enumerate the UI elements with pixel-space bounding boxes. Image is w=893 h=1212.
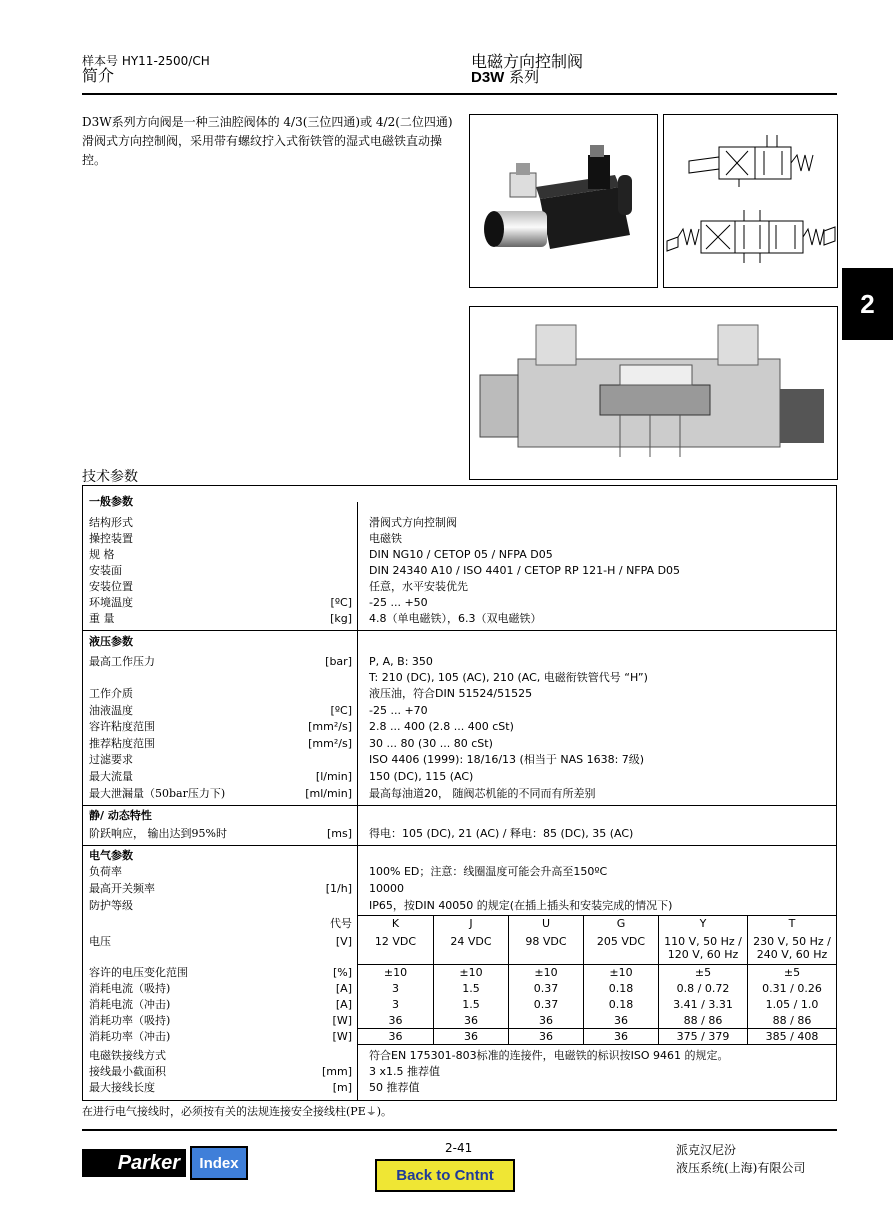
row-value: DIN NG10 / CETOP 05 / NFPA D05 <box>369 548 553 561</box>
table-row <box>83 1048 836 1063</box>
row-value: P, A, B: 350 <box>369 655 433 668</box>
row-unit: [W] <box>332 1030 352 1043</box>
voltage-unit: [V] <box>335 935 352 948</box>
table-row <box>83 769 836 784</box>
matrix-cell: 1.5 <box>462 998 480 1011</box>
voltage-cell <box>659 935 747 961</box>
voltage-cell: 24 VDC <box>450 935 492 948</box>
matrix-cell: 385 / 408 <box>765 1030 819 1043</box>
row-value: 4.8（单电磁铁），6.3（双电磁铁） <box>369 612 542 625</box>
row-unit: [A] <box>335 998 352 1011</box>
matrix-cell: 0.37 <box>533 982 559 995</box>
row-unit: [kg] <box>330 612 352 625</box>
row-unit: [ml/min] <box>305 787 352 800</box>
parker-logo: Parker <box>82 1149 186 1177</box>
row-label: 消耗电流（冲击) <box>89 998 171 1011</box>
row-unit: [mm²/s] <box>308 737 352 750</box>
matrix-cell: 0.8 / 0.72 <box>676 982 730 995</box>
matrix-cell: 36 <box>464 1030 478 1043</box>
matrix-cell: 0.18 <box>608 998 634 1011</box>
matrix-cell: 375 / 379 <box>676 1030 730 1043</box>
hydraulic-symbol-diagram <box>664 115 837 287</box>
voltage-line: 110 V, 50 Hz / <box>664 935 742 948</box>
matrix-cell: 36 <box>614 1014 628 1027</box>
row-value: 液压油，符合DIN 51524/51525 <box>369 687 533 700</box>
table-row <box>83 611 836 626</box>
footer-rule <box>82 1129 837 1131</box>
code-cell: U <box>541 917 551 930</box>
index-button[interactable]: Index <box>190 1146 248 1180</box>
voltage-cell: 205 VDC <box>596 935 646 948</box>
row-label: 油液温度 <box>89 704 133 717</box>
row-label: 最大泄漏量（50bar压力下) <box>89 787 226 800</box>
row-unit: [1/h] <box>325 882 352 895</box>
table-row <box>83 1064 836 1079</box>
row-label: 结构形式 <box>89 516 133 529</box>
section-divider <box>83 630 836 631</box>
table-row <box>83 579 836 594</box>
table-row <box>83 654 836 669</box>
matrix-cell: ±10 <box>459 966 483 979</box>
row-label: 过滤要求 <box>89 753 133 766</box>
code-cell: G <box>616 917 626 930</box>
matrix-cell: 1.5 <box>462 982 480 995</box>
section-divider <box>83 845 836 846</box>
voltage-line: 120 V, 60 Hz <box>667 948 739 961</box>
row-value: 得电：105 (DC), 21 (AC) / 释电：85 (DC), 35 (AC) <box>369 827 634 840</box>
row-label: 最大流量 <box>89 770 133 783</box>
valve-section-drawing <box>470 307 837 479</box>
matrix-cell: ±5 <box>783 966 801 979</box>
dynamic-heading-row <box>83 808 836 823</box>
row-unit: [mm²/s] <box>308 720 352 733</box>
voltage-cell: 12 VDC <box>374 935 417 948</box>
matrix-cell: 3 <box>392 982 399 995</box>
matrix-cell: 36 <box>464 1014 478 1027</box>
row-label: 电磁铁接线方式 <box>89 1049 166 1062</box>
matrix-cell: 0.31 / 0.26 <box>762 982 822 995</box>
table-row <box>83 719 836 734</box>
catalog-number: 样本号 HY11-2500/CH <box>82 54 210 68</box>
general-heading-row <box>83 494 836 509</box>
voltage-cell: 98 VDC <box>525 935 567 948</box>
spec-table <box>82 485 837 1101</box>
valve-photo-box <box>469 114 658 288</box>
matrix-cell: ±10 <box>534 966 558 979</box>
matrix-row <box>83 981 836 996</box>
row-value: 2.8 ... 400 (2.8 ... 400 cSt) <box>369 720 514 733</box>
code-cell: Y <box>699 917 707 930</box>
row-unit: [ms] <box>326 827 352 840</box>
row-label: 消耗功率（冲击) <box>89 1030 171 1043</box>
page-title: 电磁方向控制阀 <box>471 52 584 71</box>
table-row <box>83 752 836 767</box>
row-unit: [%] <box>332 966 352 979</box>
row-value: 电磁铁 <box>369 532 402 545</box>
row-value: -25 ... +50 <box>369 596 428 609</box>
table-row <box>83 703 836 718</box>
row-label: 消耗电流（吸持) <box>89 982 171 995</box>
row-label: 重 量 <box>89 612 115 625</box>
header-rule <box>82 93 837 95</box>
row-value: 100% ED；注意：线圈温度可能会升高至150ºC <box>369 865 608 878</box>
row-value: DIN 24340 A10 / ISO 4401 / CETOP RP 121-H / NFPA D05 <box>369 564 681 577</box>
row-unit: [ºC] <box>330 596 352 609</box>
matrix-cell: 3 <box>392 998 399 1011</box>
table-row <box>83 531 836 546</box>
row-label: 推荐粘度范围 <box>89 737 155 750</box>
row-label: 阶跃响应， 输出达到95%时 <box>89 827 227 840</box>
voltage-label: 电压 <box>89 935 111 948</box>
row-label: 操控装置 <box>89 532 133 545</box>
table-row <box>83 864 836 879</box>
row-value: 50 推荐值 <box>369 1081 420 1094</box>
footnote: 在进行电气接线时，必须按有关的法规连接安全接线柱(PE⏚)。 <box>82 1105 393 1118</box>
dynamic-heading: 静/ 动态特性 <box>89 809 152 822</box>
row-unit: [W] <box>332 1014 352 1027</box>
chapter-tab: 2 <box>842 268 893 340</box>
row-unit: [A] <box>335 982 352 995</box>
row-label: 消耗功率（吸持) <box>89 1014 171 1027</box>
table-row <box>83 595 836 610</box>
series-code: D3W <box>471 69 505 86</box>
row-value: 符合EN 175301-803标准的连接件，电磁铁的标识按ISO 9461 的规定。 <box>369 1049 729 1062</box>
company-line-1: 派克汉尼汾 <box>676 1143 737 1157</box>
series-suffix: 系列 <box>504 68 540 86</box>
grid-line <box>357 1044 836 1045</box>
matrix-cell: 0.37 <box>533 998 559 1011</box>
table-row <box>83 515 836 530</box>
table-row <box>83 898 836 913</box>
row-value: 最高每油道20， 随阀芯机能的不同而有所差别 <box>369 787 596 800</box>
code-cell: K <box>391 917 400 930</box>
table-row <box>83 786 836 801</box>
row-value: 滑阀式方向控制阀 <box>369 516 457 529</box>
hydraulic-heading-row <box>83 634 836 649</box>
matrix-cell: ±10 <box>609 966 633 979</box>
matrix-row <box>83 965 836 980</box>
matrix-cell: 36 <box>388 1030 403 1043</box>
electrical-heading-row <box>83 848 836 863</box>
table-row <box>83 686 836 701</box>
spec-section-title: 技术参数 <box>82 469 138 485</box>
table-row <box>83 547 836 562</box>
matrix-cell: 88 / 86 <box>772 1014 812 1027</box>
row-value: IP65，按DIN 40050 的规定(在插上插头和安装完成的情况下) <box>369 899 673 912</box>
matrix-row <box>83 997 836 1012</box>
matrix-row <box>83 1013 836 1028</box>
row-label: 安装面 <box>89 564 122 577</box>
row-value: 150 (DC), 115 (AC) <box>369 770 474 783</box>
row-label: 容许粘度范围 <box>89 720 155 733</box>
matrix-cell: ±5 <box>694 966 712 979</box>
series-title <box>471 66 539 87</box>
row-value: T: 210 (DC), 105 (AC), 210 (AC, 电磁衔铁管代号 “H”) <box>369 671 648 684</box>
row-label: 容许的电压变化范围 <box>89 966 188 979</box>
matrix-cell: 1.05 / 1.0 <box>765 998 819 1011</box>
table-row <box>83 736 836 751</box>
hydraulic-symbol-box <box>663 114 838 288</box>
matrix-cell: 3.41 / 3.31 <box>673 998 733 1011</box>
matrix-cell: 36 <box>614 1030 628 1043</box>
voltage-line: 230 V, 50 Hz / <box>753 935 831 948</box>
company-name <box>676 1141 805 1177</box>
row-value: 任意，水平安装优先 <box>369 580 468 593</box>
company-line-2: 液压系统(上海)有限公司 <box>676 1161 806 1175</box>
code-cell: J <box>469 917 473 930</box>
matrix-cell: 88 / 86 <box>683 1014 723 1027</box>
matrix-cell: 36 <box>388 1014 403 1027</box>
row-value: -25 ... +70 <box>369 704 428 717</box>
table-row <box>83 563 836 578</box>
row-label: 环境温度 <box>89 596 133 609</box>
code-label: 代号 <box>330 917 352 930</box>
voltage-line: 240 V, 60 Hz <box>756 948 828 961</box>
table-row <box>83 826 836 841</box>
hydraulic-heading: 液压参数 <box>89 635 133 648</box>
page-number: 2-41 <box>445 1141 473 1155</box>
matrix-cell: 36 <box>539 1014 553 1027</box>
row-label: 安装位置 <box>89 580 133 593</box>
row-unit: [ºC] <box>330 704 352 717</box>
table-row <box>83 881 836 896</box>
row-value: 3 x1.5 推荐值 <box>369 1065 440 1078</box>
intro-paragraph: D3W系列方向阀是一种三油腔阀体的 4/3(三位四通)或 4/2(二位四通)滑阀式方向控制阀，采用带有螺纹拧入式衔铁管的湿式电磁铁直动操控。 <box>82 115 453 167</box>
code-cell: T <box>788 917 796 930</box>
row-unit: [mm] <box>321 1065 352 1078</box>
row-label: 防护等级 <box>89 899 133 912</box>
matrix-cell: 36 <box>539 1030 553 1043</box>
valve-photo-illustration <box>470 115 657 287</box>
table-row <box>83 1080 836 1095</box>
row-value: 10000 <box>369 882 404 895</box>
electrical-heading: 电气参数 <box>89 849 133 862</box>
back-to-contents-button[interactable]: Back to Cntnt <box>375 1159 515 1192</box>
row-label: 规 格 <box>89 548 115 561</box>
row-label: 最大接线长度 <box>89 1081 155 1094</box>
row-label: 最高工作压力 <box>89 655 155 668</box>
matrix-row <box>83 1029 836 1044</box>
row-label: 工作介质 <box>89 687 133 700</box>
valve-section-box <box>469 306 838 480</box>
row-unit: [m] <box>332 1081 352 1094</box>
matrix-cell: ±10 <box>383 966 408 979</box>
section-divider <box>83 805 836 806</box>
matrix-cell: 0.18 <box>608 982 634 995</box>
voltage-cell <box>748 935 836 961</box>
row-label: 负荷率 <box>89 865 122 878</box>
row-unit: [bar] <box>325 655 352 668</box>
section-label: 简介 <box>82 66 115 85</box>
row-value: ISO 4406 (1999): 18/16/13 (相当于 NAS 1638: 7级) <box>369 753 645 766</box>
row-unit: [l/min] <box>315 770 352 783</box>
row-label: 最高开关频率 <box>89 882 155 895</box>
row-label: 接线最小截面积 <box>89 1065 166 1078</box>
table-row <box>83 670 836 685</box>
general-heading: 一般参数 <box>89 495 133 508</box>
row-value: 30 ... 80 (30 ... 80 cSt) <box>369 737 493 750</box>
